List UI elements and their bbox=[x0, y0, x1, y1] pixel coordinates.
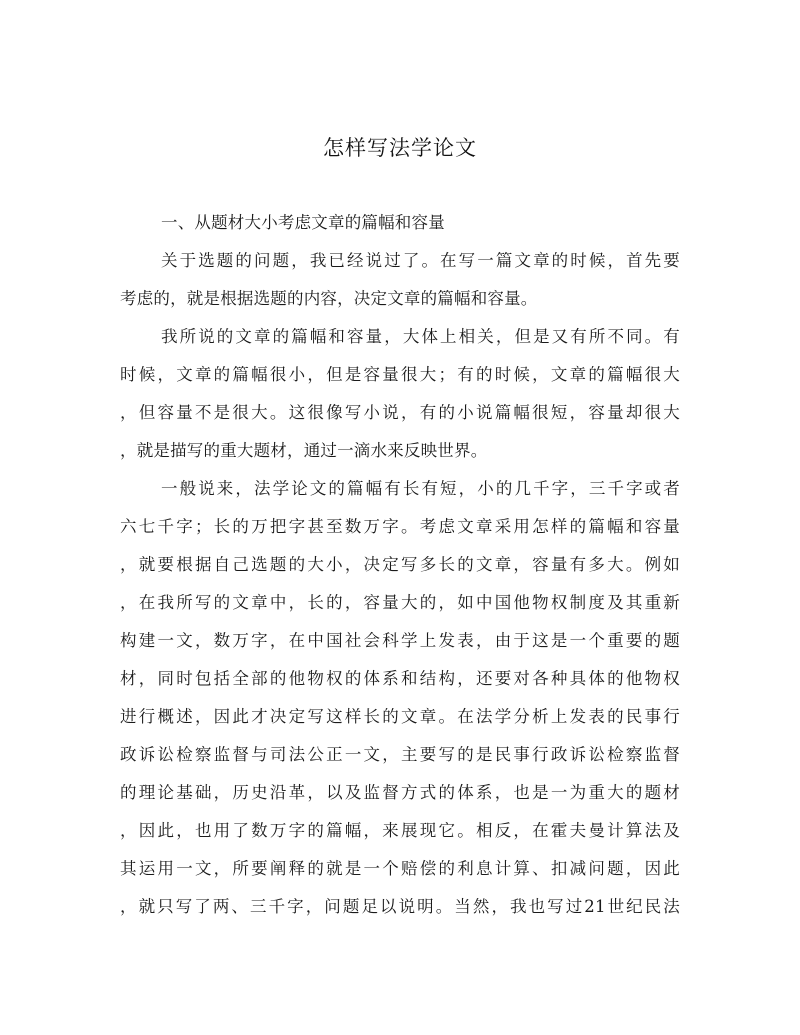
paragraph-line: ，在我所写的文章中，长的，容量大的，如中国他物权制度及其重新 bbox=[120, 593, 680, 612]
paragraph-line: 六七千字；长的万把字甚至数万字。考虑文章采用怎样的篇幅和容量 bbox=[120, 517, 680, 536]
paragraph-line: 进行概述，因此才决定写这样长的文章。在法学分析上发表的民事行 bbox=[120, 707, 680, 726]
paragraph-line: 其运用一文，所要阐释的就是一个赔偿的利息计算、扣减问题，因此 bbox=[120, 859, 680, 878]
paragraph-line: 我所说的文章的篇幅和容量，大体上相关，但是又有所不同。有 bbox=[161, 327, 680, 346]
paragraph-line: 材，同时包括全部的他物权的体系和结构，还要对各种具体的他物权 bbox=[120, 669, 680, 688]
document-body bbox=[120, 204, 680, 926]
paragraph-line: ，就要根据自己选题的大小，决定写多长的文章，容量有多大。例如 bbox=[120, 555, 680, 574]
paragraph-line: ，因此，也用了数万字的篇幅，来展现它。相反，在霍夫曼计算法及 bbox=[120, 821, 680, 840]
paragraph-line: ，就只写了两、三千字，问题足以说明。当然，我也写过21世纪民法 bbox=[120, 897, 680, 916]
paragraph-line: 构建一文，数万字，在中国社会科学上发表，由于这是一个重要的题 bbox=[120, 631, 680, 650]
document-title: 怎样写法学论文 bbox=[323, 136, 477, 160]
paragraph-line: ，但容量不是很大。这很像写小说，有的小说篇幅很短，容量却很大 bbox=[120, 403, 680, 422]
paragraph-line: 时候，文章的篇幅很小，但是容量很大；有的时候，文章的篇幅很大 bbox=[120, 365, 680, 384]
section-heading: 一、从题材大小考虑文章的篇幅和容量 bbox=[161, 213, 445, 232]
paragraph-line: 一般说来，法学论文的篇幅有长有短，小的几千字，三千字或者 bbox=[161, 479, 680, 498]
paragraph-line: 考虑的，就是根据选题的内容，决定文章的篇幅和容量。 bbox=[120, 289, 538, 308]
paragraph-line: ，就是描写的重大题材，通过一滴水来反映世界。 bbox=[120, 441, 488, 460]
paragraph-line: 关于选题的问题，我已经说过了。在写一篇文章的时候，首先要 bbox=[161, 251, 680, 270]
paragraph-line: 政诉讼检察监督与司法公正一文，主要写的是民事行政诉讼检察监督 bbox=[120, 745, 680, 764]
paragraph-line: 的理论基础，历史沿革，以及监督方式的体系，也是一为重大的题材 bbox=[120, 783, 680, 802]
